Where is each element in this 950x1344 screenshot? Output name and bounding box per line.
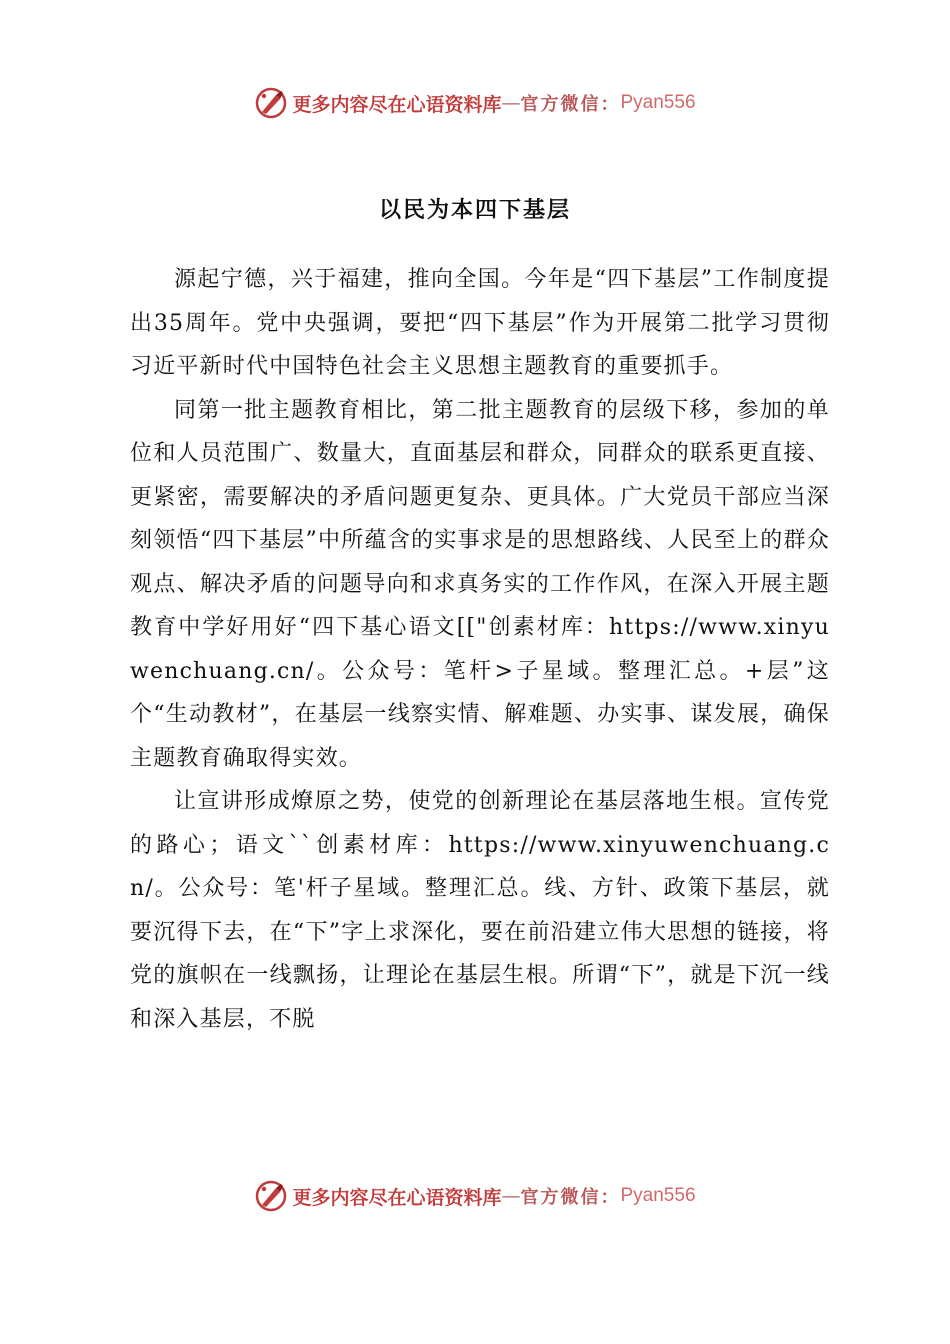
- pen-nib-logo-icon: [254, 86, 288, 120]
- document-title: 以民为本四下基层: [378, 197, 571, 223]
- banner-label: 更多内容尽在心语资料库: [292, 93, 502, 116]
- paragraph-2: 同第一批主题教育相比，第二批主题教育的层级下移，参加的单位和人员范围广、数量大，直面基层和群众，同群众的联系更直接、更紧密，需要解决的矛盾问题更复杂、更具体。广大党员干部应当深刻领悟“四下基层”中所蕴含的实事求是的思想路线、人民至上的群众观点、解决矛盾的问题导向和求真务实的工作作风，在深入开展主题教育中学好用好“四下基心语文[["创素材库：https://www.xinyuwenchuang.cn/。公众号：笔杆>子星域。整理汇总。+层”这个“生动教材”，在基层一线察实情、解难题、办实事、谋发展，确保主题教育确取得实效。: [130, 397, 830, 771]
- document-body: [130, 258, 830, 1041]
- pen-nib-logo-icon: [254, 1179, 288, 1213]
- banner-separator: —: [501, 1185, 521, 1207]
- banner-weixin-id: Pyan556: [620, 92, 696, 113]
- banner-separator: —: [501, 92, 521, 114]
- banner-weixin-label: 官方微信：: [520, 1187, 621, 1208]
- banner-weixin-id: Pyan556: [620, 1185, 696, 1206]
- footer-banner: [0, 1173, 950, 1219]
- paragraph-3: 让宣讲形成燎原之势，使党的创新理论在基层落地生根。宣传党的路心；语文``创素材库：https://www.xinyuwenchuang.cn/。公众号：笔'杆子星域。整理汇总。线、方针、政策下基层，就要沉得下去，在“下”字上求深化，要在前沿建立伟大思想的链接，将党的旗帜在一线飘扬，让理论在基层生根。所谓“下”，就是下沉一线和深入基层，不脱: [130, 789, 830, 1032]
- paragraph-1: 源起宁德，兴于福建，推向全国。今年是“四下基层”工作制度提出35周年。党中央强调，要把“四下基层”作为开展第二批学习贯彻习近平新时代中国特色社会主义思想主题教育的重要抓手。: [130, 267, 830, 379]
- header-banner: [0, 80, 950, 126]
- banner-label: 更多内容尽在心语资料库: [292, 1186, 502, 1209]
- banner-weixin-label: 官方微信：: [520, 94, 621, 115]
